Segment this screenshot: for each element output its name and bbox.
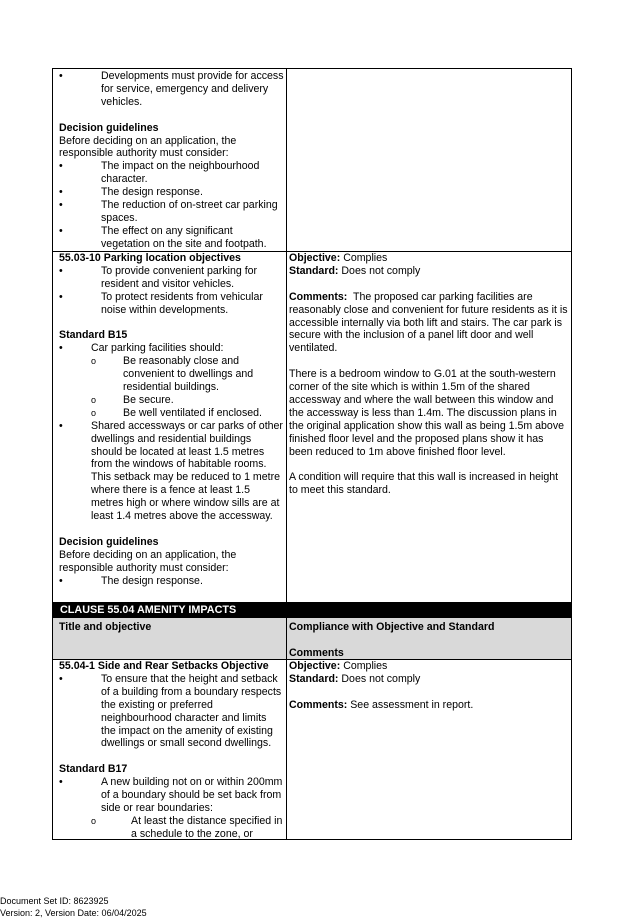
- setbacks-objective-heading: 55.04-1 Side and Rear Setbacks Objective: [59, 660, 269, 672]
- list-item: • To protect residents from vehicular noise within developments.: [59, 290, 263, 316]
- sub-list-item: o Be well ventilated if enclosed.: [91, 406, 262, 419]
- row2-right-cell: [287, 251, 572, 602]
- header-right-cell: [287, 618, 572, 659]
- sub-bullet-icon: o: [91, 356, 97, 367]
- objective-status: Complies: [343, 660, 388, 672]
- bullet-icon: •: [59, 70, 63, 82]
- bullet-icon: •: [59, 342, 63, 355]
- list-item: • Developments must provide for access for service, emergency and delivery vehicles.: [59, 70, 284, 108]
- list-item: • The design response.: [59, 574, 203, 587]
- compliance-header: Compliance with Objective and Standard: [289, 621, 495, 633]
- bullet-icon: •: [59, 290, 63, 303]
- table-header-row: [52, 618, 572, 659]
- table-row-vehicle-access: [52, 68, 572, 251]
- bullet-icon: •: [59, 199, 63, 212]
- table-row-side-rear-setbacks: [52, 659, 572, 840]
- list-item: • To provide convenient parking for resident and visitor vehicles.: [59, 264, 258, 290]
- comments-paragraph-1: The proposed car parking facilities are reasonably close and convenient for future residents as it is accessible internally via both lift and stairs. The car park is secure with the inclusion of a panel lift door and well ventilated.: [289, 290, 568, 355]
- comments-paragraph-2: There is a bedroom window to G.01 at the south-western corner of the site which is within 1.5m of the shared accessway and where the wall between this window and the accessway is less than 1.4m. The discussion plans in the original application show this wall as being 1.5m above finished floor level and the proposed plans show it has been reduced to 1m above finished floor level.: [289, 368, 565, 458]
- list-item: • Car parking facilities should:: [59, 342, 224, 355]
- row2-left-cell: [52, 251, 287, 602]
- standard-status: Does not comply: [341, 672, 421, 685]
- bullet-icon: •: [59, 186, 63, 199]
- list-item: • The effect on any significant vegetation on the site and footpath.: [59, 224, 267, 250]
- bullet-icon: •: [59, 160, 63, 173]
- decision-guidelines-intro: Before deciding on an application, the responsible authority must consider:: [59, 548, 237, 574]
- bullet-icon: •: [59, 776, 63, 789]
- list-item: • The impact on the neighbourhood character.: [59, 160, 260, 186]
- list-item: • The design response.: [59, 186, 203, 199]
- decision-guidelines-intro: Before deciding on an application, the responsible authority must consider:: [59, 134, 237, 160]
- decision-guidelines-heading: Decision guidelines: [59, 535, 159, 548]
- bullet-icon: •: [59, 574, 63, 587]
- sub-bullet-icon: o: [91, 407, 97, 418]
- bullet-icon: •: [59, 224, 63, 237]
- row3-right-cell: [287, 659, 572, 840]
- objective-label: Objective:: [289, 252, 341, 264]
- bullet-icon: •: [59, 264, 63, 277]
- row1-right-cell: [287, 68, 572, 251]
- comments-paragraph-3: A condition will require that this wall is increased in height to meet this standard.: [289, 471, 559, 497]
- sub-bullet-icon: o: [91, 394, 97, 405]
- bullet-icon: •: [59, 672, 63, 685]
- standard-b15-heading: Standard B15: [59, 329, 128, 342]
- clause-heading-bar: CLAUSE 55.04 AMENITY IMPACTS: [52, 602, 572, 618]
- list-item: • Shared accessways or car parks of other dwellings and residential buildings should be located at least 1.5 metres from the windows of habitable rooms. This setback may be reduced to 1 metre where there is a fence at least 1.5 metres high or where window sills are at least 1.4 metres above the accessway.: [59, 419, 283, 523]
- comments-header: Comments: [289, 646, 344, 659]
- sub-bullet-icon: o: [91, 815, 97, 826]
- title-objective-header: Title and objective: [59, 621, 152, 633]
- list-item: • A new building not on or within 200mm of a boundary should be set back from side or rear boundaries:: [59, 776, 283, 814]
- decision-guidelines-heading: Decision guidelines: [59, 121, 159, 134]
- comments-text: See assessment in report.: [350, 698, 474, 711]
- sub-list-item: o Be secure.: [91, 393, 174, 406]
- standard-label: Standard:: [289, 672, 339, 685]
- row3-left-cell: [52, 659, 287, 840]
- objective-label: Objective:: [289, 660, 341, 672]
- sub-list-item: o At least the distance specified in a schedule to the zone, or: [91, 814, 283, 840]
- comments-label: Comments:: [289, 290, 348, 303]
- document-set-id: Document Set ID: 8623925: [0, 896, 109, 906]
- row1-left-cell: [52, 68, 287, 251]
- comments-label: Comments:: [289, 698, 348, 711]
- standard-label: Standard:: [289, 264, 339, 277]
- sub-list-item: o Be reasonably close and convenient to dwellings and residential buildings.: [91, 355, 254, 394]
- parking-objectives-heading: 55.03-10 Parking location objectives: [59, 252, 241, 264]
- document-version: Version: 2, Version Date: 06/04/2025: [0, 908, 147, 918]
- bullet-icon: •: [59, 419, 63, 432]
- table-row-parking-location: [52, 251, 572, 602]
- header-left-cell: [52, 618, 287, 659]
- standard-b17-heading: Standard B17: [59, 763, 128, 776]
- list-item: • To ensure that the height and setback of a building from a boundary respects the existing or preferred neighbourhood character and limits the impact on the amenity of existing dwellings or small second dwellings.: [59, 672, 282, 750]
- objective-status: Complies: [343, 252, 388, 264]
- list-item: • The reduction of on-street car parking spaces.: [59, 199, 278, 224]
- standard-status: Does not comply: [341, 264, 421, 277]
